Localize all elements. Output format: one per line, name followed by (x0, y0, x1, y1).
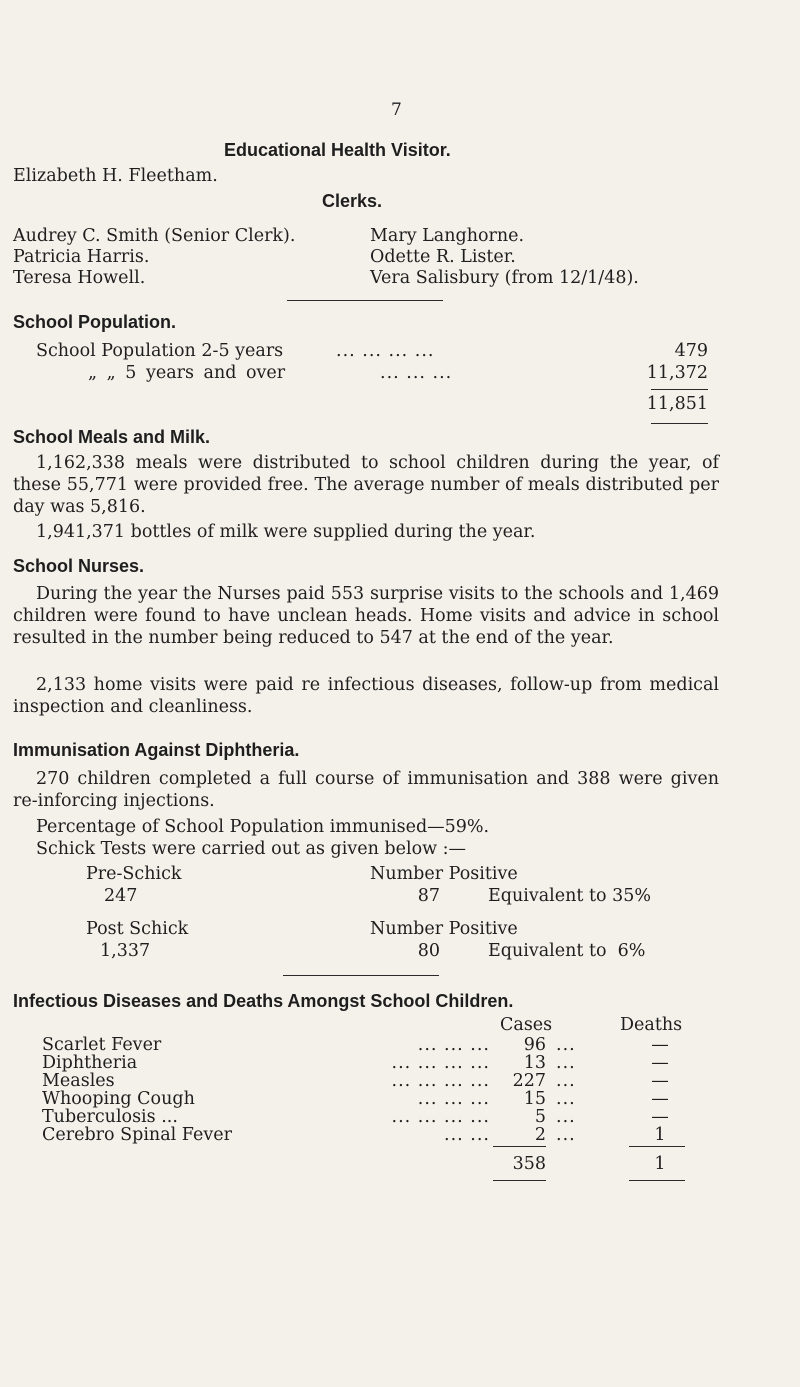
deaths-value: 1 (654, 1125, 666, 1145)
leader-dots: ... ... ... ... ... ... (556, 1035, 576, 1145)
pre-schick-number: 247 (104, 886, 138, 906)
disease-name: Whooping Cough (42, 1089, 195, 1109)
cases-value: 96 (523, 1035, 546, 1055)
population-heading: School Population. (13, 312, 176, 332)
cases-value: 2 (534, 1125, 546, 1145)
clerk-right-3: Vera Salisbury (from 12/1/48). (370, 268, 639, 288)
deaths-value: — (651, 1071, 669, 1091)
disease-name: Cerebro Spinal Fever (42, 1125, 232, 1145)
post-positive-value: 80 (417, 941, 440, 961)
nurses-paragraph-1: During the year the Nurses paid 553 surprise visits to the schools and 1,469 children were found to have unclean heads. Home visits and advice in school resulted in the number being reduced to 547 at the end of the year. (13, 584, 719, 648)
total-rule (493, 1180, 546, 1181)
total-deaths: 1 (654, 1154, 666, 1174)
post-schick-label: Post Schick (86, 919, 189, 939)
population-total: 11,851 (646, 394, 708, 414)
pre-positive-label: Number Positive (370, 864, 518, 884)
total-rule (629, 1180, 685, 1181)
population-row-2-label: „ „ 5 years and over (88, 363, 286, 383)
meals-heading: School Meals and Milk. (13, 427, 211, 447)
clerks-heading: Clerks. (322, 191, 383, 211)
deaths-value: — (651, 1035, 669, 1055)
post-equivalent: Equivalent to 6% (488, 941, 646, 961)
deaths-value: — (651, 1089, 669, 1109)
leader-dots: ... ... ... ... (336, 341, 435, 361)
immunisation-percentage: Percentage of School Population immunised—59%. (36, 817, 490, 837)
pre-schick-label: Pre-Schick (86, 864, 182, 884)
nurses-heading: School Nurses. (13, 556, 145, 576)
disease-name: Scarlet Fever (42, 1035, 162, 1055)
cases-value: 13 (523, 1053, 546, 1073)
pre-positive-value: 87 (417, 886, 440, 906)
deaths-value: — (651, 1053, 669, 1073)
disease-name: Diphtheria (42, 1053, 138, 1073)
cases-column (490, 1036, 546, 1144)
disease-name: Measles (42, 1071, 115, 1091)
nurses-paragraph-2: 2,133 home visits were paid re infectious diseases, follow-up from medical inspection and cleanliness. (13, 675, 719, 717)
page-number: 7 (391, 100, 402, 120)
visitor-name: Elizabeth H. Fleetham. (13, 166, 218, 186)
clerk-right-2: Odette R. Lister. (370, 247, 516, 267)
visitor-heading: Educational Health Visitor. (224, 140, 451, 160)
cases-value: 15 (523, 1089, 546, 1109)
cases-column-header: Cases (500, 1015, 553, 1035)
meals-paragraph-2: 1,941,371 bottles of milk were supplied during the year. (36, 522, 536, 542)
pre-equivalent: Equivalent to 35% (488, 886, 652, 906)
population-row-2-value: 11,372 (646, 363, 708, 383)
section-divider (287, 300, 443, 301)
meals-paragraph-1: 1,162,338 meals were distributed to school children during the year, of these 55,771 were provided free. The average number of meals distributed per day was 5,816. (13, 453, 719, 517)
clerk-left-2: Patricia Harris. (13, 247, 150, 267)
total-cases: 358 (512, 1154, 546, 1174)
population-row-1-label: School Population 2-5 years (36, 341, 284, 361)
deaths-value: — (651, 1107, 669, 1127)
infectious-heading: Infectious Diseases and Deaths Amongst School Children. (13, 991, 514, 1011)
deaths-column (640, 1036, 680, 1144)
clerk-left-3: Teresa Howell. (13, 268, 146, 288)
clerk-right-1: Mary Langhorne. (370, 226, 525, 246)
schick-intro: Schick Tests were carried out as given below :— (36, 839, 467, 859)
section-divider (283, 975, 439, 976)
population-row-1-value: 479 (674, 341, 708, 361)
post-positive-label: Number Positive (370, 919, 518, 939)
cases-value: 5 (534, 1107, 546, 1127)
deaths-column-header: Deaths (620, 1015, 683, 1035)
clerk-left-1: Audrey C. Smith (Senior Clerk). (13, 226, 296, 246)
sum-rule (651, 389, 708, 390)
post-schick-number: 1,337 (100, 941, 151, 961)
sum-rule (629, 1146, 685, 1147)
cases-value: 227 (512, 1071, 546, 1091)
total-rule (651, 423, 708, 424)
leader-dots: ... ... ... (380, 363, 453, 383)
immunisation-heading: Immunisation Against Diphtheria. (13, 740, 300, 760)
leader-dots: ... ... ... ... ... ... ... ... ... ... ... ... ... ... ... ... ... ... ... ... (391, 1035, 490, 1145)
disease-list (42, 1036, 232, 1144)
sum-rule (493, 1146, 546, 1147)
disease-name: Tuberculosis ... (42, 1107, 178, 1127)
immunisation-paragraph-1: 270 children completed a full course of immunisation and 388 were given re-inforcing injections. (13, 769, 719, 811)
